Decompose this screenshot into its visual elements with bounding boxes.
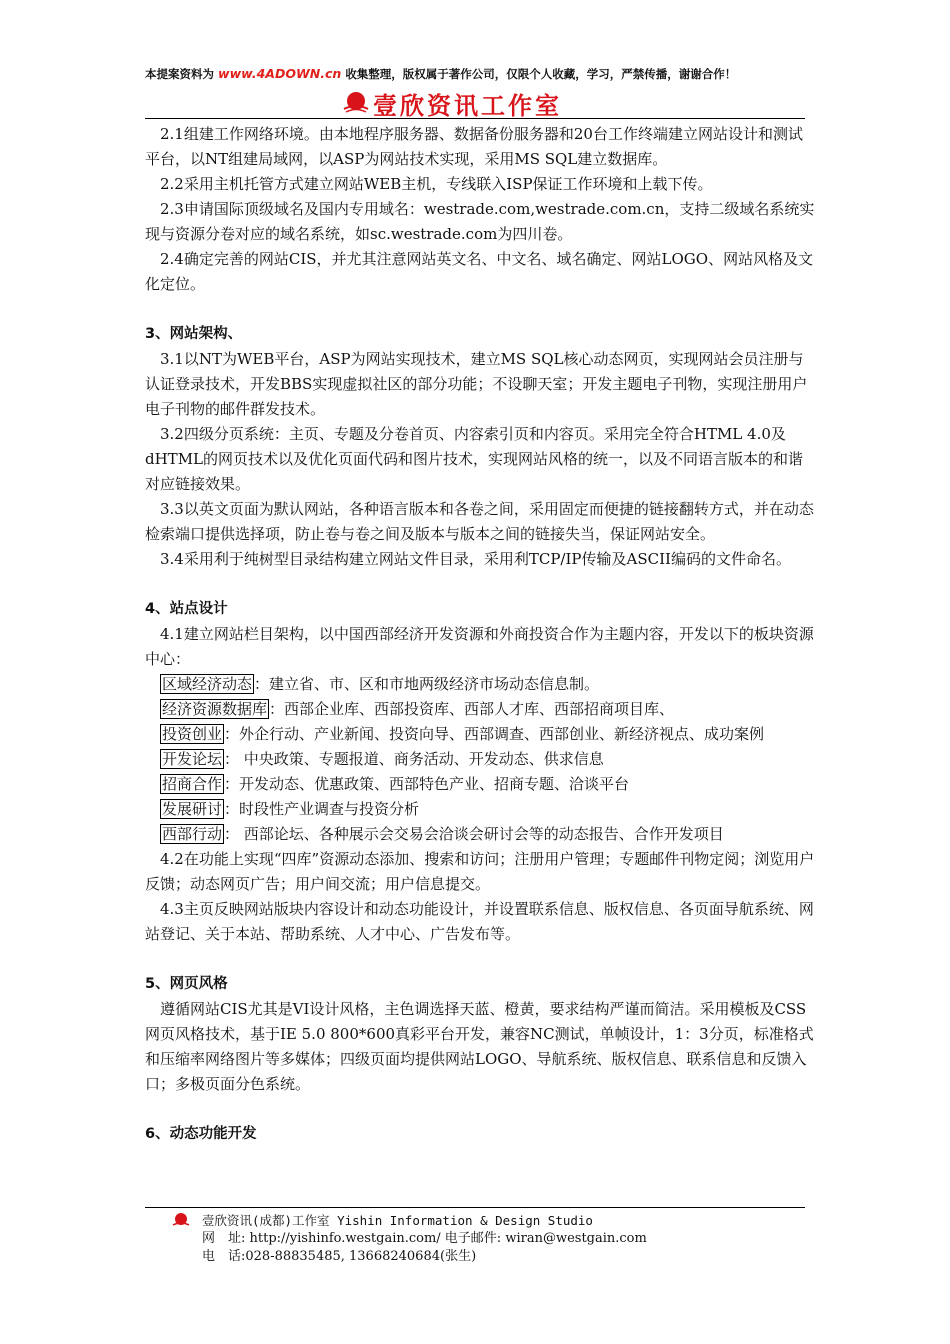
footer-divider	[145, 1207, 805, 1208]
footer	[172, 1212, 647, 1266]
category-name: 投资创业	[162, 725, 223, 743]
category-item	[145, 722, 815, 747]
section-3-title: 3、网站架构、	[145, 326, 243, 342]
header-url[interactable]: www.4ADOWN.cn	[218, 66, 342, 81]
document-body	[145, 122, 815, 1147]
category-name: 经济资源数据库	[162, 700, 268, 718]
category-desc: ： 西部论坛、各种展示会交易会洽谈会研讨会等的动态报告、合作开发项目	[224, 825, 724, 843]
paragraph-3-1: 3.1以NT为WEB平台，ASP为网站实现技术，建立MS SQL核心动态网页，实现网站会员注册与认证登录技术，开发BBS实现虚拟社区的部分功能；不设聊天室；开发主题电子刊物，实现注册用户电子刊物的邮件群发技术。	[145, 350, 808, 418]
category-item	[145, 822, 815, 847]
category-desc: ：时段性产业调查与投资分析	[224, 800, 420, 818]
paragraph-4-2: 4.2在功能上实现“四库”资源动态添加、搜索和访问；注册用户管理；专题邮件刊物定阅；浏览用户反馈；动态网页广告；用户间交流；用户信息提交。	[145, 850, 815, 893]
category-item	[145, 797, 815, 822]
section-5-title: 5、网页风格	[145, 976, 228, 992]
sunrise-logo-icon	[172, 1212, 190, 1230]
paragraph-3-2: 3.2四级分页系统：主页、专题及分卷首页、内容索引页和内容页。采用完全符合HTML 4.0及dHTML的网页技术以及优化页面代码和图片技术，实现网站风格的统一，以及不同语言版本的和谐对应链接效果。	[145, 425, 804, 493]
header-prefix: 本提案资料为	[145, 67, 214, 81]
paragraph-2-3: 2.3申请国际顶级域名及国内专用域名：westrade.com,westrade.com.cn，支持二级域名系统实现与资源分卷对应的域名系统，如sc.westrade.com为四川卷。	[145, 200, 815, 243]
section-4-title: 4、站点设计	[145, 601, 228, 617]
category-item	[145, 672, 815, 697]
logo-text: 壹欣资讯工作室	[373, 90, 562, 120]
footer-contact-web: 网 址: http://yishinfo.westgain.com/ 电子邮件: wiran@westgain.com	[202, 1231, 647, 1246]
section-6-title: 6、动态功能开发	[145, 1126, 257, 1142]
category-desc: ：西部企业库、西部投资库、西部人才库、西部招商项目库、	[269, 700, 675, 718]
category-name: 开发论坛	[162, 750, 223, 768]
header-suffix: 收集整理，版权属于著作公司，仅限个人收藏，学习，严禁传播，谢谢合作！	[345, 67, 737, 81]
paragraph-4-3: 4.3主页反映网站版块内容设计和动态功能设计，并设置联系信息、版权信息、各页面导航系统、网站登记、关于本站、帮助系统、人才中心、广告发布等。	[145, 900, 814, 943]
footer-studio: 壹欣资讯(成都)工作室 Yishin Information & Design Studio	[202, 1213, 593, 1228]
category-item	[145, 747, 815, 772]
paragraph-2-2: 2.2采用主机托管方式建立网站WEB主机，专线联入ISP保证工作环境和上载下传。	[160, 175, 713, 193]
category-name: 西部行动	[162, 825, 223, 843]
studio-logo	[343, 88, 562, 118]
category-desc: ：建立省、市、区和市地两级经济市场动态信息制。	[254, 675, 600, 693]
paragraph-4-1: 4.1建立网站栏目架构，以中国西部经济开发资源和外商投资合作为主题内容，开发以下的板块资源中心：	[145, 625, 814, 668]
paragraph-2-1: 2.1组建工作网络环境。由本地程序服务器、数据备份服务器和20台工作终端建立网站设计和测试平台，以NT组建局域网，以ASP为网站技术实现，采用MS SQL建立数据库。	[145, 125, 803, 168]
category-name: 发展研讨	[162, 800, 223, 818]
paragraph-3-4: 3.4采用利于纯树型目录结构建立网站文件目录，采用利TCP/IP传输及ASCII编码的文件命名。	[160, 550, 791, 568]
category-desc: ： 中央政策、专题报道、商务活动、开发动态、供求信息	[224, 750, 604, 768]
category-name: 招商合作	[162, 775, 223, 793]
sunrise-logo-icon	[343, 90, 369, 116]
category-item	[145, 697, 815, 722]
category-desc: ：开发动态、优惠政策、西部特色产业、招商专题、洽谈平台	[224, 775, 630, 793]
header-notice	[145, 66, 805, 82]
paragraph-2-4: 2.4确定完善的网站CIS，并尤其注意网站英文名、中文名、域名确定、网站LOGO、网站风格及文化定位。	[145, 250, 814, 293]
category-desc: ：外企行动、产业新闻、投资向导、西部调查、西部创业、新经济视点、成功案例	[224, 725, 765, 743]
header-divider	[145, 118, 805, 119]
category-name: 区域经济动态	[162, 675, 253, 693]
paragraph-3-3: 3.3以英文页面为默认网站，各种语言版本和各卷之间，采用固定而便捷的链接翻转方式，并在动态检索端口提供选择项，防止卷与卷之间及版本与版本之间的链接失当，保证网站安全。	[145, 500, 814, 543]
footer-contact-tel: 电 话:028-88835485, 13668240684(张生)	[202, 1249, 477, 1264]
category-item	[145, 772, 815, 797]
paragraph-5: 遵循网站CIS尤其是VI设计风格，主色调选择天蓝、橙黄，要求结构严谨而简洁。采用模板及CSS网页风格技术，基于IE 5.0 800*600真彩平台开发，兼容NC测试，单帧设计，1：3分页，标准格式和压缩率网络图片等多媒体；四级页面均提供网站LOGO、导航系统、版权信息、联系信息和反馈入口；多极页面分色系统。	[145, 1000, 814, 1093]
